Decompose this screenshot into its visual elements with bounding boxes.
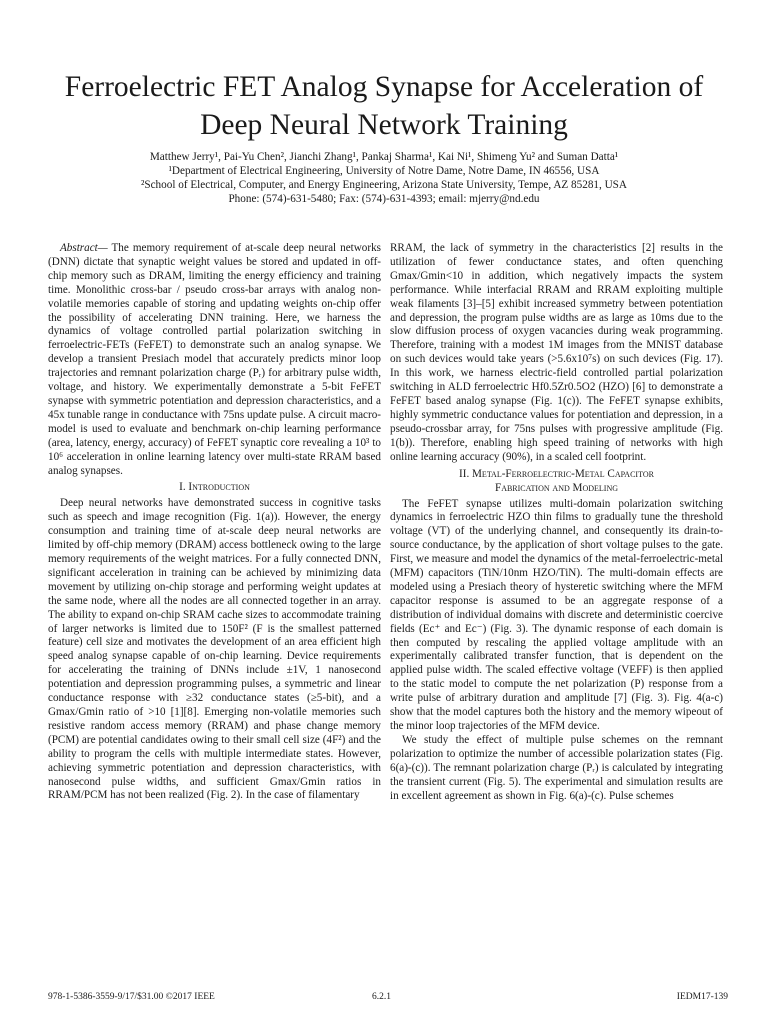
title-line-1: Ferroelectric FET Analog Synapse for Acceleration of [64, 71, 704, 103]
abstract-text: The memory requirement of at-scale deep neural networks (DNN) dictate that synaptic weight values be stored and updated in off-chip memory such as DRAM, limiting the energy efficiency and training time. Monolithic cross-bar / pseudo cross-bar arrays with analog non-volatile memories capable of storing and updating weights on-chip offer the possibility of accelerating DNN training. Here, we harness the dynamics of voltage controlled partial polarization switching in ferroelectric-FETs (FeFET) to demonstrate such an analog synapse. We develop a transient Presiach model that accurately predicts minor loop trajectories and remnant polarization charge (Pᵣ) for arbitrary pulse width, voltage, and history. We experimentally demonstrate a 5-bit FeFET synapse with symmetric potentiation and depression characteristics, and a 45x tunable range in conductance with 75ns update pulse. A circuit macro-model is used to evaluate and benchmark on-chip learning performance (area, latency, energy, accuracy) of FeFET synaptic core revealing a 10³ to 10⁶ acceleration in online learning latency over multi-state RRAM based analog synapses. [48, 242, 381, 477]
title-line-2: Deep Neural Network Training [200, 109, 568, 141]
footer-page-id: IEDM17-139 [676, 992, 728, 1002]
left-column [48, 242, 381, 803]
mfm-paragraph-1: The FeFET synapse utilizes multi-domain polarization switching dynamics in ferroelectric HZO thin films to gradually tune the threshold voltage (VT) of the underlying channel, and consequently its drain-to-source conductance, by the application of short voltage pulses to the gate. First, we measure and model the dynamics of the metal-ferroelectric-metal (MFM) capacitors (TiN/10nm HZO/TiN). The multi-domain effects are modeled using a Presiach theory of hysteretic switching where the MFM capacitor response is assumed to be an aggregate response of a distribution of individual domains with discrete and deterministic coercive fields (Ec⁺ and Ec⁻) (Fig. 3). The dynamic response of each domain is then computed by rescaling the applied voltage amplitude with an experimentally calibrated transfer function, that is dependent on the applied pulse width. The scaled effective voltage (VEFF) is then applied to the static model to compute the net polarization (P) response from a write pulse of arbitrary duration and amplitude [7] (Fig. 3). Fig. 4(a-c) show that the model captures both the history and the memory wipeout of the minor loop trajectories of the MFM device. [390, 497, 723, 732]
section-heading-introduction: I. Introduction [179, 481, 250, 494]
right-column [390, 242, 723, 803]
author-block [20, 150, 748, 206]
footer-session: 6.2.1 [372, 992, 391, 1002]
section-heading-mfm-2: Fabrication and Modeling [495, 481, 618, 494]
section-heading-mfm-1: II. Metal-Ferroelectric-Metal Capacitor [459, 467, 654, 480]
contact-line: Phone: (574)-631-5480; Fax: (574)-631-4393; email: mjerry@nd.edu [228, 193, 540, 205]
affiliation-1: ¹Department of Electrical Engineering, University of Notre Dame, Notre Dame, IN 46556, USA [168, 165, 600, 177]
author-names: Matthew Jerry¹, Pai-Yu Chen², Jianchi Zhang¹, Pankaj Sharma¹, Kai Ni¹, Shimeng Yu² and Suman Datta¹ [149, 151, 619, 163]
mfm-paragraph-2: We study the effect of multiple pulse schemes on the remnant polarization to optimize the number of accessible polarization states (Fig. 6(a)-(c)). The remnant polarization charge (Pᵣ) is calculated by integrating the transient current (Fig. 5). The experimental and simulation results are in excellent agreement as shown in Fig. 6(a)-(c). Pulse schemes [390, 733, 723, 802]
paper-title [30, 68, 738, 144]
intro-paragraph: Deep neural networks have demonstrated success in cognitive tasks such as speech and image recognition (Fig. 1(a)). However, the energy consumption and training time of at-scale deep neural networks are limited by off-chip memory (DRAM) access bottleneck owing to the large memory requirements of the weight matrices. For a fully connected DNN, significant acceleration in training can be achieved by minimizing data movement by utilizing on-chip storage and performing weight updates at the same node, where all the nodes are all connected together in an array. The ability to expand on-chip SRAM cache sizes to accommodate training of larger networks is limited due to 150F² (F is the smallest patterned feature) cell size and motivates the development of an area efficient high speed analog synapse capable of on-chip learning. Device requirements for accelerating the training of DNNs include ±1V, 1 nanosecond potentiation and depression programming pulses, a symmetric and linear conductance response with ≥32 conductance states (≥5-bit), and a Gmax/Gmin ratio of >10 [1][8]. Emerging non-volatile memories such resistive random access memory (RRAM) and phase change memory (PCM) are potential candidates owing to their small cell size (4F²) and the ability to program the cells with multiple intermediate states. However, achieving symmetric potentiation and depression characteristics, with nanosecond pulse widths, and sufficient Gmax/Gmin ratios in RRAM/PCM has not been realized (Fig. 2). In the case of filamentary [48, 497, 381, 802]
intro-paragraph-continued: RRAM, the lack of symmetry in the characteristics [2] results in the utilization of fewer conductance states, and often quenching Gmax/Gmin<10 in addition, which negatively impacts the system performance. While interfacial RRAM and RRAM exploiting multiple weak filaments [3]–[5] exhibit increased symmetry between potentiation and depression, the program pulse widths are as large as 10ms due to the slow diffusion process of oxygen vacancies during weak programming. Therefore, training with a modest 1M images from the MNIST database on such devices would take years (>5.6x10⁷s) on such devices (Fig. 17). In this work, we harness electric-field controlled partial polarization switching in ALD ferroelectric Hf0.5Zr0.5O2 (HZO) [6] to demonstrate a FeFET based analog synapse (Fig. 1(c)). The FeFET synapse exhibits, highly symmetric conductance values for potentiation and depression, in a pseudo-crossbar array, for 75ns pulses with progressive amplitude (Fig. 1(b)). Therefore, enabling high speed training of networks with high online learning accuracy (90%), in a scaled cell footprint. [390, 242, 723, 463]
affiliation-2: ²School of Electrical, Computer, and Energy Engineering, Arizona State University, Tempe, AZ 85281, USA [141, 179, 627, 191]
abstract-label: Abstract— [60, 242, 108, 254]
footer-isbn: 978-1-5386-3559-9/17/$31.00 ©2017 IEEE [48, 992, 215, 1002]
abstract [48, 242, 381, 478]
